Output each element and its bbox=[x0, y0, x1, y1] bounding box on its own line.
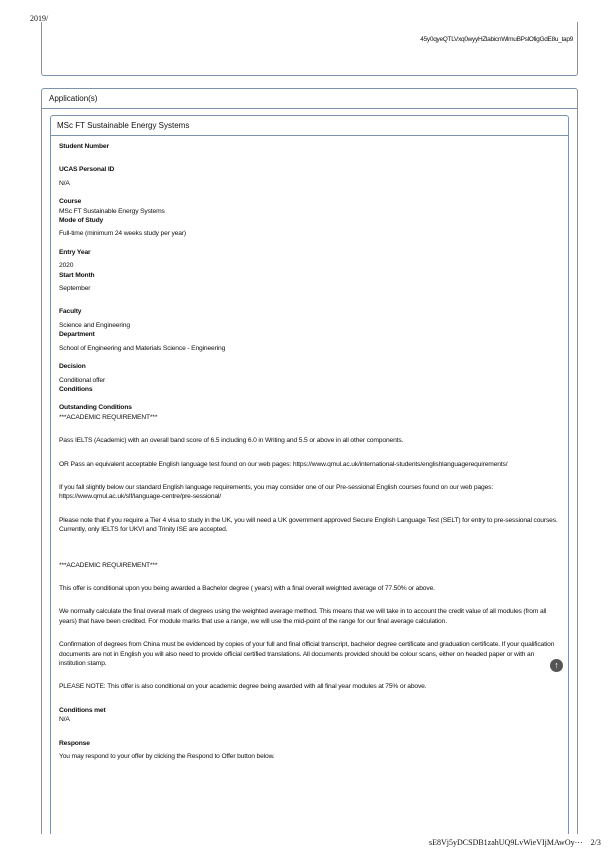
department-value: School of Engineering and Materials Science - Engineering bbox=[59, 344, 226, 352]
req1-paragraph-1: Pass IELTS (Academic) with an overall band score of 6.5 including 6.0 in Writing and 5.5 or above in all other components. bbox=[59, 437, 404, 445]
scroll-to-top-button[interactable] bbox=[550, 659, 563, 672]
token-text: 45y0qyeQTLVxq0wyyHZlabicnWlmuBPslOfigGdE8u_tap9 bbox=[420, 36, 573, 43]
conditions-met-value: N/A bbox=[59, 716, 70, 724]
faculty-value: Science and Engineering bbox=[59, 321, 130, 329]
faculty-label: Faculty bbox=[59, 308, 82, 316]
student-number-label: Student Number bbox=[59, 143, 109, 150]
conditions-met-label: Conditions met bbox=[59, 706, 106, 714]
response-label: Response bbox=[59, 739, 90, 747]
top-info-box bbox=[41, 22, 578, 76]
req2-paragraph-3: Confirmation of degrees from China must be evidenced by copies of your full and final official transcript, bachelor degree certificate and graduation certificate. If your qualification documents are not in English you will also need to provide official certified translations. All documents provided should be colour scans, either on headed paper or with an institution stamp. bbox=[59, 641, 555, 667]
applications-panel bbox=[41, 88, 578, 834]
req1-paragraph-4: Please note that if you require a Tier 4 visa to study in the UK, you will need a UK government approved Secure English Language Test (SELT) for entry to pre-sessional courses. Currently, only IELTS for UKVI and Trinity ISE are accepted. bbox=[59, 516, 558, 534]
page-header-date: 2019/ bbox=[30, 14, 49, 23]
req2-heading: ***ACADEMIC REQUIREMENT*** bbox=[59, 561, 158, 569]
page-number: 2/3 bbox=[590, 838, 601, 847]
req1-paragraph-3: If you fall slightly below our standard English language requirements, you may consider one of our Pre-sessional English courses found on our web pages: https://www.qmul.ac.uk/slf/language-centre/pre-sessional/ bbox=[59, 483, 494, 501]
req2-paragraph-2: We normally calculate the final overall mark of degrees using the weighted average method. This means that we will take in to account the credit value of all modules (from all years) that have been credited. For module marks that use a range, we will use the mid-point of the range for our final average calculation. bbox=[59, 608, 547, 625]
req1-heading: ***ACADEMIC REQUIREMENT*** bbox=[59, 413, 158, 421]
decision-value: Conditional offer bbox=[59, 376, 106, 384]
mode-label: Mode of Study bbox=[59, 217, 104, 225]
req2-paragraph-4: PLEASE NOTE: This offer is also conditional on your academic degree being awarded with all final year modules at 75% or above. bbox=[59, 683, 427, 691]
application-title: MSc FT Sustainable Energy Systems bbox=[51, 116, 568, 136]
footer bbox=[429, 838, 601, 847]
req1-paragraph-2: OR Pass an equivalent acceptable English language test found on our web pages: https://www.qmul.ac.uk/international-students/englishlanguagerequirements/ bbox=[59, 460, 508, 468]
mode-value: Full-time (minimum 24 weeks study per year) bbox=[59, 230, 186, 238]
footer-token: sE8Vj5yDCSDB1zahUQ9LvWieVIjMAwOy⋯ bbox=[429, 838, 583, 847]
start-month-value: September bbox=[59, 285, 91, 293]
decision-label: Decision bbox=[59, 363, 86, 371]
entry-year-label: Entry Year bbox=[59, 248, 91, 256]
entry-year-value: 2020 bbox=[59, 262, 74, 270]
response-text: You may respond to your offer by clicking the Respond to Offer button below. bbox=[59, 753, 275, 761]
start-month-label: Start Month bbox=[59, 271, 95, 279]
ucas-label: UCAS Personal ID bbox=[59, 166, 115, 174]
conditions-label: Conditions bbox=[59, 385, 93, 393]
course-value: MSc FT Sustainable Energy Systems bbox=[59, 207, 165, 215]
ucas-value: N/A bbox=[59, 179, 70, 187]
applications-header: Application(s) bbox=[42, 89, 577, 109]
department-label: Department bbox=[59, 331, 95, 339]
outstanding-conditions-label: Outstanding Conditions bbox=[59, 404, 132, 412]
course-label: Course bbox=[59, 198, 82, 206]
application-details bbox=[51, 136, 568, 761]
arrow-up-circle-icon: ↑ bbox=[554, 660, 559, 670]
req2-paragraph-1: This offer is conditional upon you being awarded a Bachelor degree ( years) with a final overall weighted average of 77.50% or above. bbox=[59, 584, 435, 592]
application-card bbox=[50, 115, 569, 834]
